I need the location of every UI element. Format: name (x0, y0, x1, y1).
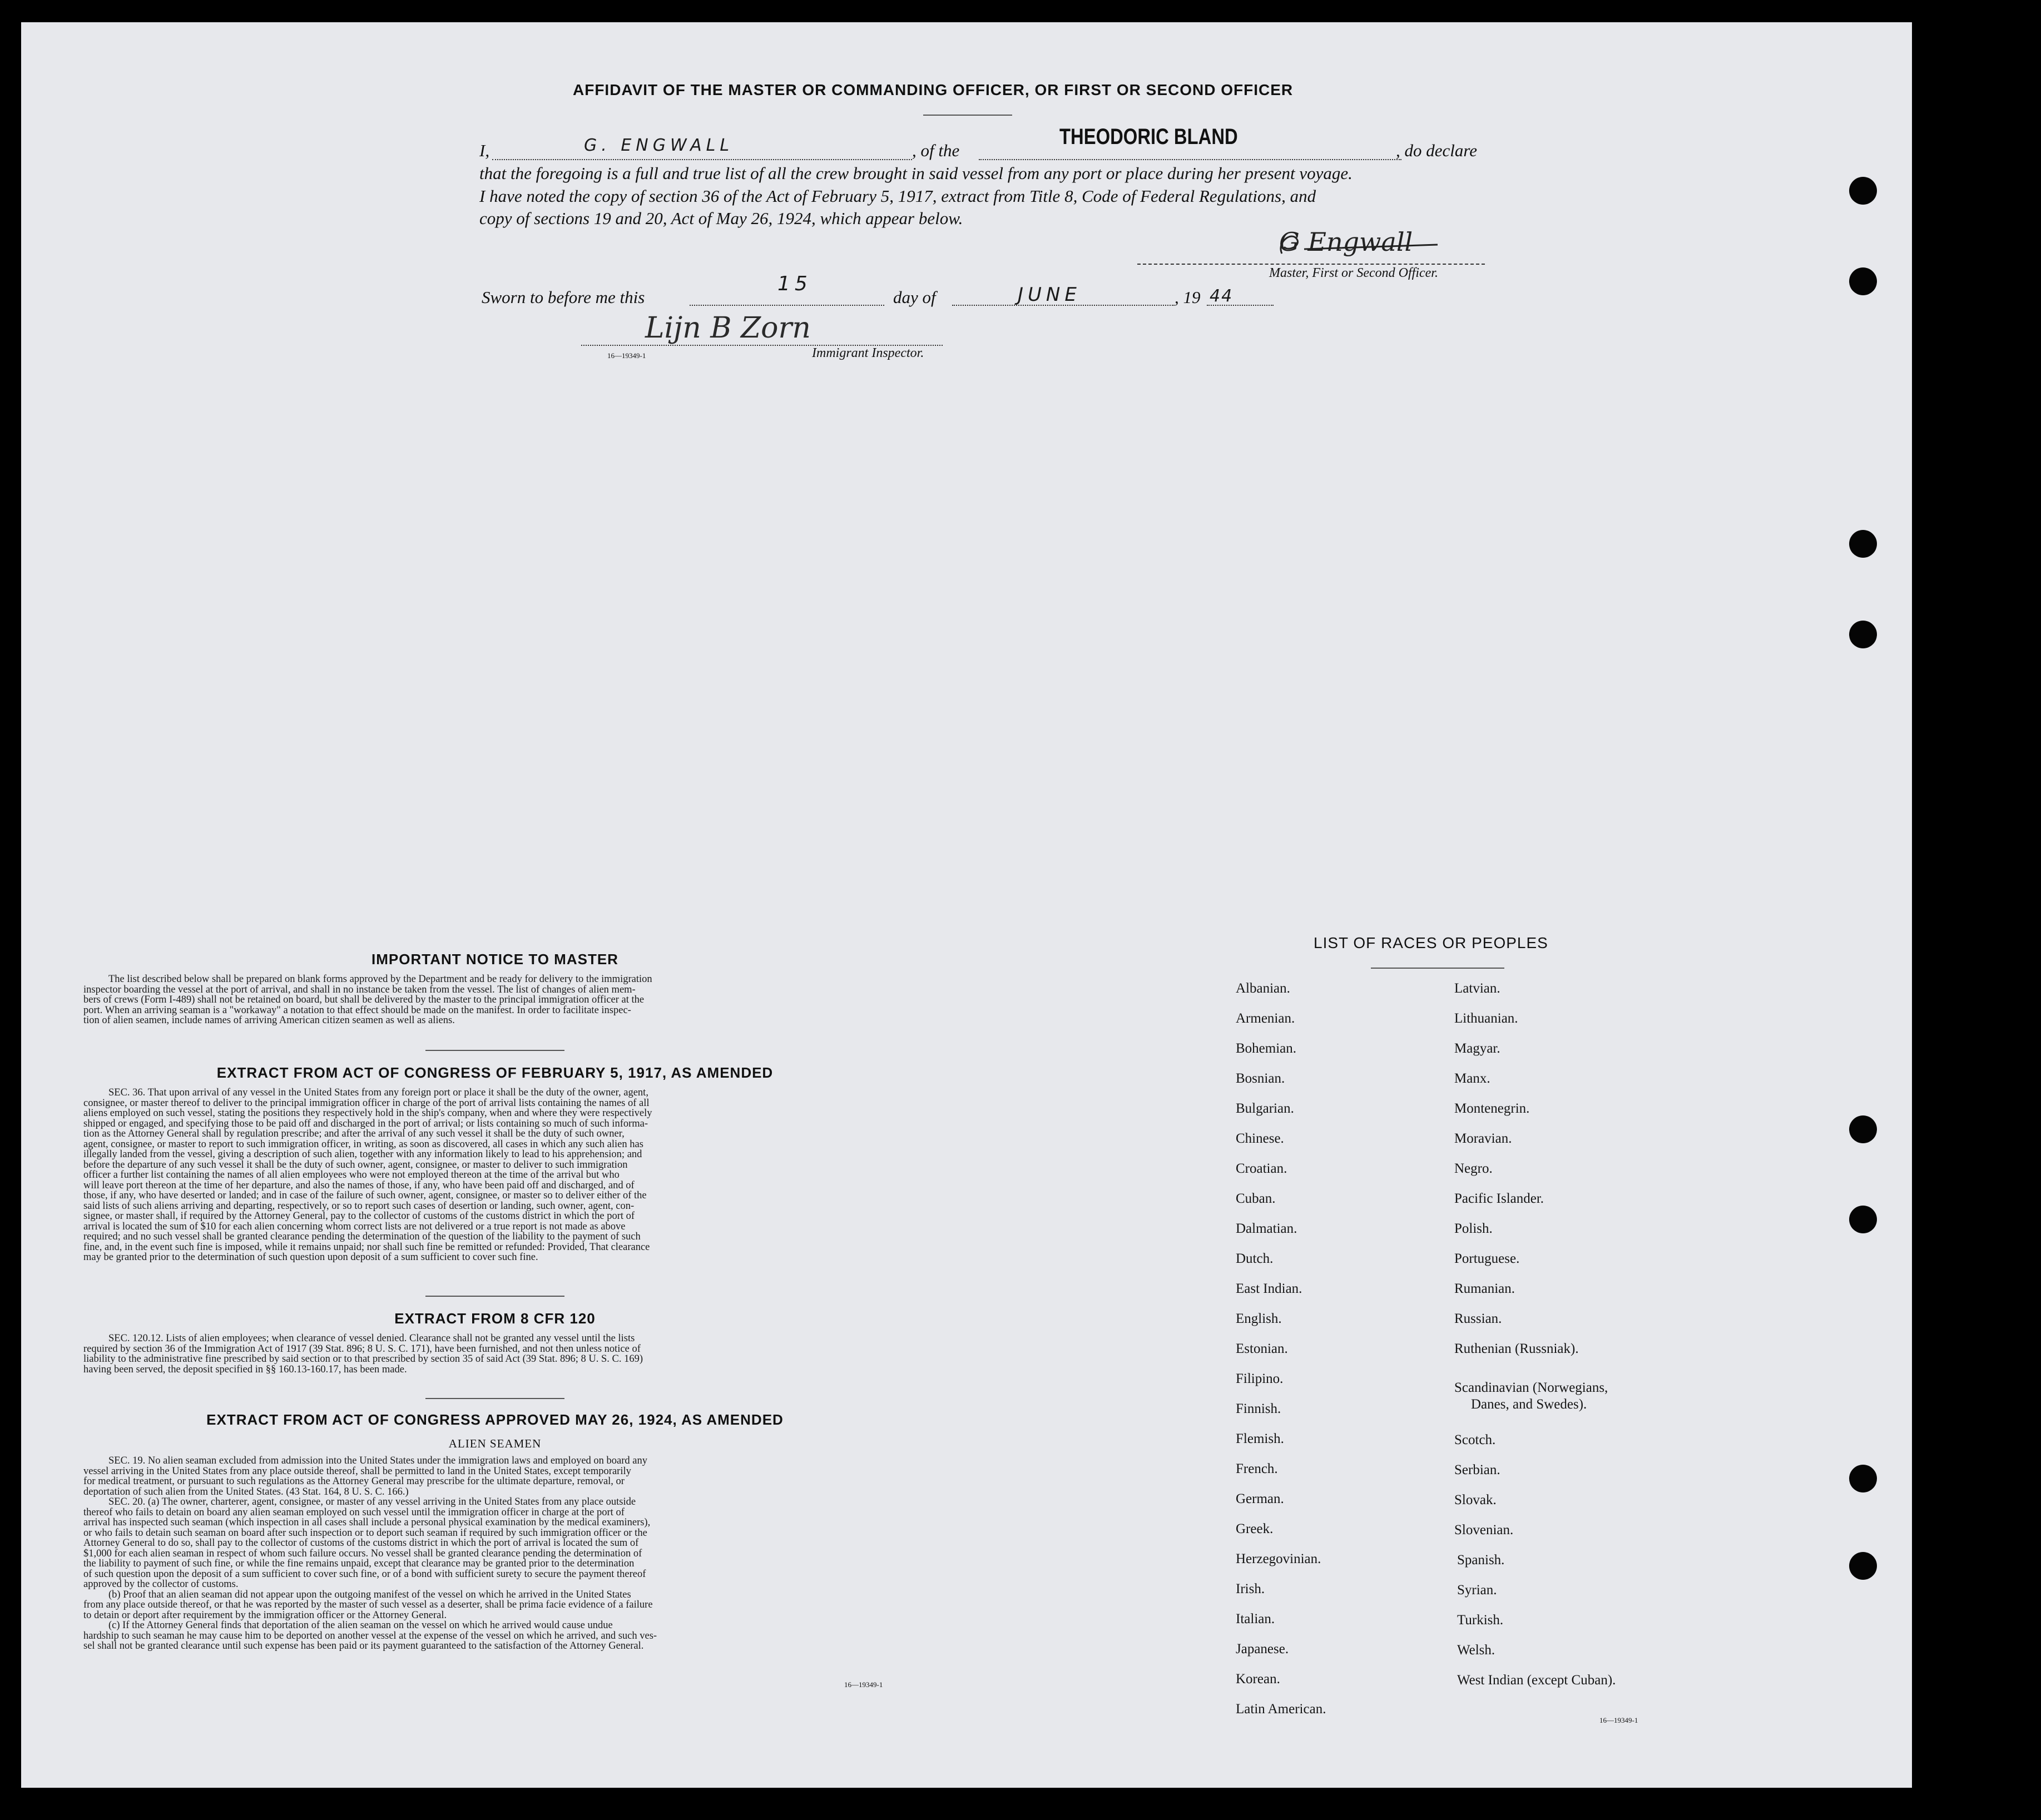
extract-1917-line: fine, and, in the event such fine is imposed, while it remains unpaid; nor shall such fine be remitted or refunded: Provided, That clearance (83, 1241, 650, 1253)
name-line (492, 159, 912, 160)
affidavit-line-2: that the foregoing is a full and true list of all the crew brought in said vessel from any port or place during her present voyage. (479, 163, 1353, 183)
extract-1917-line: those, if any, who have deserted or landed; and in case of the failure of such owner, agent, consignee, or master so to deliver either of the (83, 1190, 647, 1201)
notice-body (83, 974, 906, 1026)
race-item: Greek. (1236, 1521, 1274, 1536)
divider (425, 1398, 564, 1399)
vessel-name: THEODORIC BLAND (1059, 125, 1238, 149)
extract-1924-line: $1,000 for each alien seaman in respect of whom such failure occurs. No vessel shall be granted clearance pending the determination of (83, 1548, 642, 1559)
extract-1917-line: tion as the Attorney General shall by regulation prescribe; and after the arrival of any such vessel it shall be the duty of such owner, (83, 1128, 625, 1139)
race-item: German. (1236, 1491, 1284, 1506)
year-label: , 19 (1175, 287, 1201, 307)
affidavit-line-3: I have noted the copy of section 36 of the Act of February 5, 1917, extract from Title 8, Code of Federal Regulations, and (479, 186, 1316, 206)
signature-line (1137, 264, 1485, 265)
extract-1917-line: may be granted prior to the determination of such question upon deposit of a sum sufficient to cover such fine. (83, 1252, 538, 1263)
race-item: Dutch. (1236, 1251, 1274, 1266)
race-item: Polish. (1454, 1221, 1493, 1236)
race-item: Albanian. (1236, 981, 1290, 996)
race-item: Irish. (1236, 1581, 1265, 1596)
race-item: Montenegrin. (1454, 1101, 1530, 1116)
race-item: Scandinavian (Norwegians, (1454, 1380, 1608, 1395)
race-item: Herzegovinian. (1236, 1551, 1321, 1566)
of-the-label: , of the (912, 141, 960, 160)
race-item: Serbian. (1454, 1462, 1500, 1477)
extract-1924-line: approved by the collector of customs. (83, 1579, 239, 1590)
race-item: Chinese. (1236, 1131, 1284, 1146)
race-item: French. (1236, 1461, 1278, 1476)
extract-1917-line: will leave port thereon at the time of her departure, and also the names of those, if any, who have been paid off and discharged, and of (83, 1179, 635, 1191)
inspector-caption: Immigrant Inspector. (812, 346, 924, 360)
notice-line: inspector boarding the vessel at the port of arrival, and shall in no instance be taken from the vessel. The list of changes of alien mem- (83, 984, 636, 995)
divider (425, 1296, 564, 1297)
extract-1917-line: before the departure of any such vessel it shall be the duty of such owner, agent, consignee, or master to deliver to such immigration (83, 1159, 628, 1171)
races-form-number: 16—19349-1 (1599, 1716, 1638, 1724)
cfr-line: liability to the administrative fine prescribed by said section or to that prescribed by section 35 of said Act (39 Stat. 896; 8 U. S. C. 169) (83, 1353, 643, 1365)
extract-1924-line: the liability to payment of such fine, or while the fine remains unpaid, except that clearance may be granted prior to the determination (83, 1558, 635, 1569)
extract-1924-line: hardship to such seaman he may cause him to be deported on another vessel at the expense of the vessel on which he arrived, and such ves- (83, 1630, 657, 1642)
extract-1924-line: (c) If the Attorney General finds that deportation of the alien seaman on the vessel on which he arrived would cause undue (108, 1620, 613, 1631)
vessel-line (979, 159, 1401, 160)
extract-1917-line: signee, or master shall, if required by the Attorney General, pay to the collector of customs of the customs district in which the port of (83, 1211, 635, 1222)
day-line (690, 305, 884, 306)
race-item: Korean. (1236, 1672, 1280, 1687)
race-item: Ruthenian (Russniak). (1454, 1341, 1579, 1356)
punch-hole (1849, 1206, 1877, 1233)
race-item: Japanese. (1236, 1642, 1289, 1657)
extract-1924-line: (b) Proof that an alien seaman did not appear upon the outgoing manifest of the vessel on which he arrived in the United States (108, 1589, 631, 1600)
race-item: Slovenian. (1454, 1523, 1514, 1538)
extract-1924-body (83, 1456, 906, 1652)
extract-1924-line: sel shall not be granted clearance until such expense has been paid or its payment guaranteed to the satisfaction of the Attorney General. (83, 1640, 644, 1652)
race-item: Estonian. (1236, 1341, 1288, 1356)
race-item: Manx. (1454, 1071, 1490, 1086)
cfr-line: required by section 36 of the Immigration Act of 1917 (39 Stat. 896; 8 U. S. C. 171), have been furnished, and not then unless notice of (83, 1343, 641, 1355)
race-item: Italian. (1236, 1611, 1275, 1626)
race-item: English. (1236, 1311, 1282, 1326)
sworn-year: 44 (1210, 286, 1233, 306)
do-declare-label: , do declare (1396, 141, 1478, 160)
cfr-line: SEC. 120.12. Lists of alien employees; when clearance of vessel denied. Clearance shall not be granted any vessel until the lists (108, 1333, 635, 1344)
day-of-label: day of (893, 287, 936, 307)
extract-1924-line: vessel arriving in the United States from any place outside thereof, shall be permitted to land in the United States, except temporarily (83, 1465, 631, 1477)
race-item: Negro. (1454, 1161, 1493, 1176)
affidavit-lead: I, (479, 141, 490, 160)
race-item: Pacific Islander. (1454, 1191, 1544, 1206)
extract-1924-line: SEC. 19. No alien seaman excluded from admission into the United States under the immigration laws and employed on board any (108, 1455, 647, 1466)
race-item: Croatian. (1236, 1161, 1287, 1176)
race-item: Turkish. (1457, 1613, 1504, 1628)
race-item: Danes, and Swedes). (1471, 1397, 1587, 1412)
sworn-label: Sworn to before me this (482, 287, 645, 307)
punch-hole (1849, 530, 1877, 558)
year-line (1207, 305, 1274, 306)
extract-1917-line: arrival is located the sum of $10 for each alien concerning whom correct lists are not delivered or a true report is not made as above (83, 1221, 626, 1232)
extract-1917-line: aliens employed on such vessel, stating the positions they respectively hold in the ship's company, when and where they were respectively (83, 1108, 652, 1119)
inspector-signature: Lijn B Zorn (645, 311, 811, 345)
extract-1924-line: thereof who fails to detain on board any alien seaman employed on such vessel until the immigration officer in charge at the port of (83, 1506, 625, 1518)
race-item: Bulgarian. (1236, 1101, 1294, 1116)
punch-hole (1849, 1465, 1877, 1492)
race-item: Cuban. (1236, 1191, 1276, 1206)
extract-1924-line: arrival has inspected such seaman (which inspection in all cases shall include a personal physical examination by the medical examiners), (83, 1517, 651, 1528)
race-item: Latvian. (1454, 981, 1500, 996)
race-item: Finnish. (1236, 1401, 1281, 1416)
extract-1917-line: officer a further list containing the names of all alien employees who were not employed thereon at the time of the arrival but who (83, 1169, 620, 1181)
extract-1924-line: for medical treatment, or pursuant to such regulations as the Attorney General may prescribe for the ultimate departure, removal, or (83, 1476, 625, 1487)
affidavit-form-number: 16—19349-1 (607, 351, 646, 360)
extract-1917-line: illegally landed from the vessel, giving a description of such alien, together with any information likely to lead to his apprehension; and (83, 1149, 642, 1160)
race-item: Welsh. (1457, 1643, 1495, 1658)
extract-1917-line: shipped or engaged, and specifying those to be paid off and discharged in the port of arrival; or lists containing so much of such informa- (83, 1118, 648, 1129)
race-item: Scotch. (1454, 1432, 1496, 1447)
race-item: Latin American. (1236, 1702, 1326, 1717)
race-item: Spanish. (1457, 1553, 1505, 1568)
race-item: Dalmatian. (1236, 1221, 1297, 1236)
affidavit-title: AFFIDAVIT OF THE MASTER OR COMMANDING OFFICER, OR FIRST OR SECOND OFFICER (573, 81, 1294, 98)
race-item: East Indian. (1236, 1281, 1302, 1296)
race-item: Bosnian. (1236, 1071, 1285, 1086)
divider (425, 1050, 564, 1051)
extract-1917-body (83, 1088, 906, 1263)
officer-name: G. ENGWALL (584, 136, 734, 155)
race-item: Flemish. (1236, 1431, 1284, 1446)
punch-hole (1849, 1115, 1877, 1143)
race-item: Slovak. (1454, 1492, 1497, 1507)
extract-1924-line: SEC. 20. (a) The owner, charterer, agent, consignee, or master of any vessel arriving in the United States from any place outside (108, 1496, 636, 1507)
race-item: Rumanian. (1454, 1281, 1515, 1296)
extract-1924-line: or who fails to detain such seaman on board after such inspection or to deport such seaman if required by such immigration officer or the (83, 1527, 647, 1539)
extract-1924-line: of such question upon the deposit of a sum sufficient to cover such fine, or of a bond with sufficient surety to secure the payment thereof (83, 1568, 646, 1580)
extract-1924-line: from any place outside thereof, or that he was reported by the master of such vessel as a deserter, shall be prima facie evidence of a failure (83, 1599, 653, 1610)
races-title: LIST OF RACES OR PEOPLES (1314, 934, 1548, 951)
cfr-line: having been served, the deposit specified in §§ 160.13-160.17, has been made. (83, 1363, 407, 1375)
punch-hole (1849, 177, 1877, 205)
race-item: Filipino. (1236, 1371, 1284, 1386)
extract-1917-title: EXTRACT FROM ACT OF CONGRESS OF FEBRUARY 5, 1917, AS AMENDED (216, 1064, 774, 1081)
extract-1917-line: SEC. 36. That upon arrival of any vessel in the United States from any foreign port or place it shall be the duty of the owner, agent, (108, 1087, 648, 1098)
extract-1917-line: consignee, or master thereof to deliver to the principal immigration officer in charge of the port of arrival lists containing the names of all (83, 1097, 650, 1109)
extract-1917-line: agent, consignee, or master to report to such immigration officer, in writing, as soon as discovered, all cases in which any such alien has (83, 1138, 643, 1150)
extract-1924-line: Attorney General to do so, shall pay to the collector of customs of the customs district in which the port of arrival is located the sum of (83, 1538, 639, 1549)
extract-1924-line: to detain or deport after requirement by the immigration officer or the Attorney General. (83, 1609, 447, 1621)
sworn-month: JUNE (1018, 284, 1081, 306)
sworn-day: 15 (777, 272, 812, 295)
extract-1924-line: deportation of such alien from the United States. (43 Stat. 164, 8 U. S. C. 166.) (83, 1486, 409, 1497)
notice-title: IMPORTANT NOTICE TO MASTER (371, 951, 618, 968)
race-item: Magyar. (1454, 1041, 1500, 1056)
notice-line: bers of crews (Form I-489) shall not be retained on board, but shall be delivered by the master to the principal immigration officer at the (83, 994, 645, 1005)
race-item: Russian. (1454, 1311, 1502, 1326)
punch-hole (1849, 267, 1877, 295)
extract-1924-subtitle: ALIEN SEAMEN (448, 1437, 542, 1450)
race-item: West Indian (except Cuban). (1457, 1673, 1616, 1688)
master-caption: Master, First or Second Officer. (1269, 266, 1438, 280)
race-item: Bohemian. (1236, 1041, 1297, 1056)
notice-line: port. When an arriving seaman is a "workaway" a notation to that effect should be made on the manifest. In order to facilitate inspec- (83, 1004, 631, 1016)
cfr-body (83, 1333, 906, 1375)
extract-1917-line: required; and no such vessel shall be granted clearance pending the determination of the question of the liability to the payment of such (83, 1231, 641, 1242)
notice-line: tion of alien seamen, include names of arriving American citizen seamen as well as aliens. (83, 1015, 455, 1026)
extract-1924-title: EXTRACT FROM ACT OF CONGRESS APPROVED MAY 26, 1924, AS AMENDED (206, 1411, 784, 1428)
punch-hole (1849, 621, 1877, 648)
extract-1917-line: said lists of such aliens arriving and departing, respectively, or so to report such cases of desertion or landing, such owner, agent, con- (83, 1200, 635, 1212)
race-item: Lithuanian. (1454, 1011, 1518, 1026)
notice-line: The list described below shall be prepared on blank forms approved by the Department and be ready for delivery to the immigration (108, 974, 652, 985)
race-item: Syrian. (1457, 1583, 1497, 1598)
master-signature: G Engwall (1279, 227, 1413, 257)
affidavit-line-4: copy of sections 19 and 20, Act of May 26, 1924, which appear below. (479, 209, 963, 228)
divider (923, 115, 1012, 116)
punch-hole (1849, 1552, 1877, 1580)
notice-form-number: 16—19349-1 (844, 1680, 883, 1689)
cfr-title: EXTRACT FROM 8 CFR 120 (394, 1310, 596, 1327)
race-item: Portuguese. (1454, 1251, 1520, 1266)
divider (1371, 968, 1504, 969)
race-item: Armenian. (1236, 1011, 1295, 1026)
race-item: Moravian. (1454, 1131, 1512, 1146)
